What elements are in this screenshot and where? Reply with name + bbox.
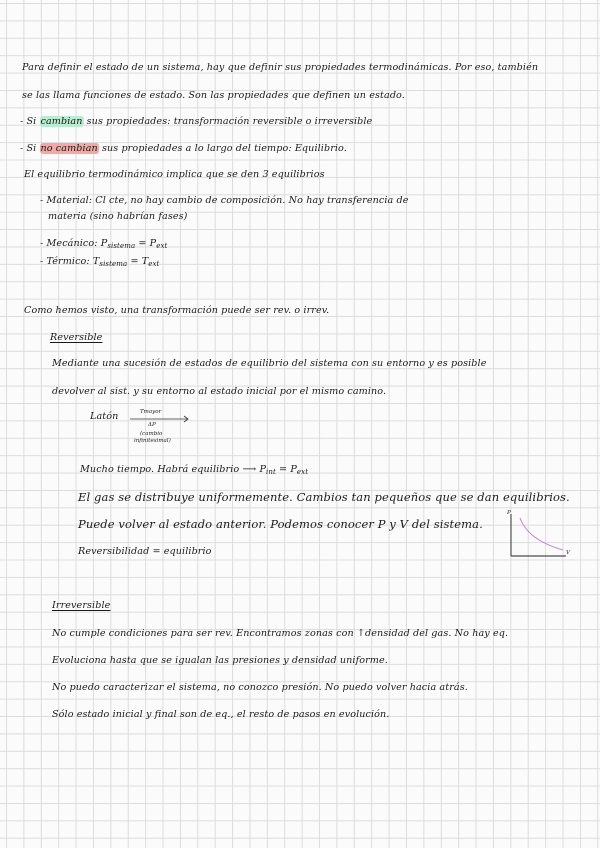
mechanical-eq: = P (135, 238, 157, 249)
highlight-no-cambian: no cambian (40, 143, 98, 154)
thermal-equilibrium (40, 256, 159, 270)
thermal-eq: = T (127, 256, 149, 267)
reversible-line-4: El gas se distribuye uniformemente. Cambios tan pequeños que se dan equilibrios. (78, 490, 570, 504)
arrow-icon: ⟶ (242, 464, 257, 475)
bullet-no-change (20, 143, 347, 155)
thermal-sub-1: sistema (99, 260, 128, 268)
intro-line-1: Para definir el estado de un sistema, hay que definir sus propiedades termodinámicas. Por eso, también (22, 62, 539, 73)
bullet-no-change-dash: - Si (20, 143, 37, 154)
reversible-line-6: Reversibilidad = equilibrio (78, 546, 212, 557)
line3-text: Mucho tiempo. Habrá equilibrio (80, 464, 240, 475)
material-line-2: materia (sino habrían fases) (48, 211, 188, 222)
diagram-delta-p: ΔP (148, 422, 156, 428)
diagram-label: Latón (90, 411, 119, 422)
intro-line-2: se las llama funciones de estado. Son las propiedades que definen un estado. (22, 90, 405, 101)
material-line-1: - Material: Cl cte, no hay cambio de composición. No hay transferencia de (40, 195, 409, 206)
bullet-no-change-text: sus propiedades a lo largo del tiempo: Equilibrio. (101, 143, 347, 154)
diagram-top-label: Tmayor (140, 409, 162, 415)
mechanical-label: - Mecánico: P (40, 238, 108, 249)
irreversible-line-2: Evoluciona hasta que se igualan las presiones y densidad uniforme. (52, 655, 388, 666)
line3-p: P (259, 464, 267, 475)
irreversible-line-3: No puedo caracterizar el sistema, no conozco presión. No puedo volver hacia atrás. (52, 682, 468, 693)
mechanical-equilibrium (40, 238, 167, 252)
highlight-cambian: cambian (40, 116, 83, 127)
bullet-change-dash: - Si (20, 116, 37, 127)
diagram-paren-1: (cambio (140, 431, 163, 437)
line3-eq: = P (275, 464, 297, 475)
line3-sub-ext: ext (296, 468, 309, 476)
reversible-heading: Reversible (50, 332, 103, 343)
equilibrium-intro: El equilibrio termodinámico implica que se den 3 equilibrios (24, 169, 325, 180)
pv-graph-svg (508, 512, 578, 562)
irreversible-line-4: Sólo estado inicial y final son de eq., el resto de pasos en evolución. (52, 709, 390, 720)
line3-sub-int: int (266, 468, 276, 476)
bullet-change (20, 116, 372, 128)
thermal-sub-2: ext (148, 260, 160, 268)
graph-curve (520, 518, 563, 550)
bullet-change-text: sus propiedades: transformación reversible o irreversible (86, 116, 373, 127)
mechanical-sub-1: sistema (107, 242, 136, 250)
thermal-label: - Térmico: T (40, 256, 100, 267)
irreversible-line-1: No cumple condiciones para ser rev. Encontramos zonas con ↑densidad del gas. No hay eq. (52, 628, 509, 639)
diagram-arrow (128, 414, 198, 424)
diagram-paren-2: infinitesimal) (134, 438, 171, 444)
reversible-line-1: Mediante una sucesión de estados de equilibrio del sistema con su entorno y es posible (52, 358, 487, 369)
reversible-line-3 (80, 464, 308, 478)
irreversible-heading: Irreversible (52, 600, 111, 611)
reversible-line-2: devolver al sist. y su entorno al estado inicial por el mismo camino. (52, 386, 387, 397)
graph-axis-p: P (507, 510, 511, 516)
reversible-line-5: Puede volver al estado anterior. Podemos conocer P y V del sistema. (78, 517, 483, 531)
transformation-intro: Como hemos visto, una transformación puede ser rev. o irrev. (24, 305, 330, 316)
mechanical-sub-2: ext (156, 242, 168, 250)
graph-axis-v: V (566, 550, 570, 556)
